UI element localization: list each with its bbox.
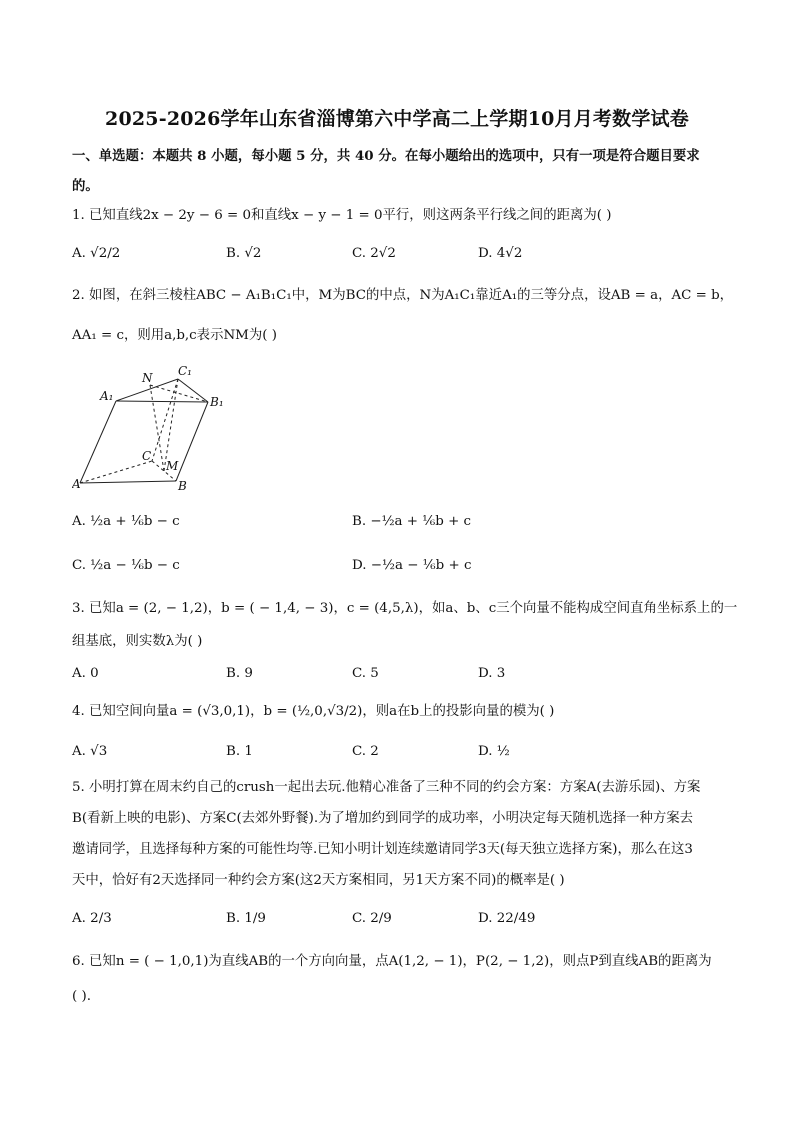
question-6-stem: 6. 已知n = ( − 1,0,1)为直线AB的一个方向向量，点A(1,2, − 1)，P(2, − 1,2)，则点P到直线AB的距离为 bbox=[72, 954, 712, 969]
question-2-option-d: D. −½a − ⅙b + c bbox=[352, 558, 472, 573]
question-3-option-c: C. 5 bbox=[352, 666, 379, 681]
question-5-stem-3: 邀请同学，且选择每种方案的可能性均等.已知小明计划连续邀请同学3天(每天独立选择方案)，那么在这3 bbox=[72, 842, 693, 857]
question-3-option-a: A. 0 bbox=[72, 666, 99, 681]
question-2-option-c: C. ½a − ⅙b − c bbox=[72, 558, 180, 573]
label-n: N bbox=[142, 371, 153, 385]
question-1-option-b: B. √2 bbox=[226, 246, 262, 261]
question-2-option-b: B. −½a + ⅙b + c bbox=[352, 514, 472, 529]
question-4-option-b: B. 1 bbox=[226, 744, 253, 759]
question-1-option-c: C. 2√2 bbox=[352, 246, 396, 261]
question-5-stem-2: B(看新上映的电影)、方案C(去郊外野餐).为了增加约到同学的成功率，小明决定每天随机选择一种方案去 bbox=[72, 811, 694, 826]
label-b1: B₁ bbox=[210, 395, 224, 409]
question-2-stem: 2. 如图，在斜三棱柱ABC − A₁B₁C₁中，M为BC的中点，N为A₁C₁靠近A₁的三等分点，设AB = a，AC = b， bbox=[72, 288, 734, 303]
question-1-stem: 1. 已知直线2x − 2y − 6 = 0和直线x − y − 1 = 0平行，则这两条平行线之间的距离为( ) bbox=[72, 208, 612, 223]
section-heading-cont: 的。 bbox=[72, 178, 99, 194]
question-5-option-d: D. 22/49 bbox=[478, 911, 536, 926]
question-1-option-a: A. √2/2 bbox=[72, 246, 121, 261]
page-title: 2025-2026学年山东省淄博第六中学高二上学期10月月考数学试卷 bbox=[105, 108, 689, 130]
question-4-option-d: D. ½ bbox=[478, 744, 510, 759]
question-3-option-b: B. 9 bbox=[226, 666, 253, 681]
question-5-option-c: C. 2/9 bbox=[352, 911, 392, 926]
question-4-option-c: C. 2 bbox=[352, 744, 379, 759]
section-heading: 一、单选题：本题共 8 小题，每小题 5 分，共 40 分。在每小题给出的选项中，只有一项是符合题目要求 bbox=[72, 148, 700, 164]
question-5-option-a: A. 2/3 bbox=[72, 911, 112, 926]
label-b: B bbox=[178, 479, 187, 493]
question-5-stem-4: 天中，恰好有2天选择同一种约会方案(这2天方案相同，另1天方案不同)的概率是( ) bbox=[72, 873, 565, 888]
label-a1: A₁ bbox=[100, 389, 114, 403]
question-1-option-d: D. 4√2 bbox=[478, 246, 523, 261]
question-6-stem-cont: ( ). bbox=[72, 989, 91, 1004]
question-3-stem: 3. 已知a = (2, − 1,2)，b = ( − 1,4, − 3)，c = (4,5,λ)，如a、b、c三个向量不能构成空间直角坐标系上的一 bbox=[72, 601, 738, 616]
question-3-stem-cont: 组基底，则实数λ为( ) bbox=[72, 634, 203, 649]
question-2-option-a: A. ½a + ⅙b − c bbox=[72, 514, 180, 529]
label-a: A bbox=[72, 477, 81, 491]
question-5-option-b: B. 1/9 bbox=[226, 911, 266, 926]
question-3-option-d: D. 3 bbox=[478, 666, 506, 681]
label-c1: C₁ bbox=[178, 364, 192, 378]
question-4-option-a: A. √3 bbox=[72, 744, 108, 759]
label-m: M bbox=[166, 459, 179, 473]
prism-figure bbox=[72, 362, 232, 494]
question-5-stem: 5. 小明打算在周末约自己的crush一起出去玩.他精心准备了三种不同的约会方案：方案A(去游乐园)、方案 bbox=[72, 780, 701, 795]
question-4-stem: 4. 已知空间向量a = (√3,0,1)，b = (½,0,√3/2)，则a在b上的投影向量的模为( ) bbox=[72, 704, 555, 719]
label-c: C bbox=[142, 449, 152, 463]
question-2-stem-cont: AA₁ = c，则用a,b,c表示NM为( ) bbox=[72, 328, 277, 343]
